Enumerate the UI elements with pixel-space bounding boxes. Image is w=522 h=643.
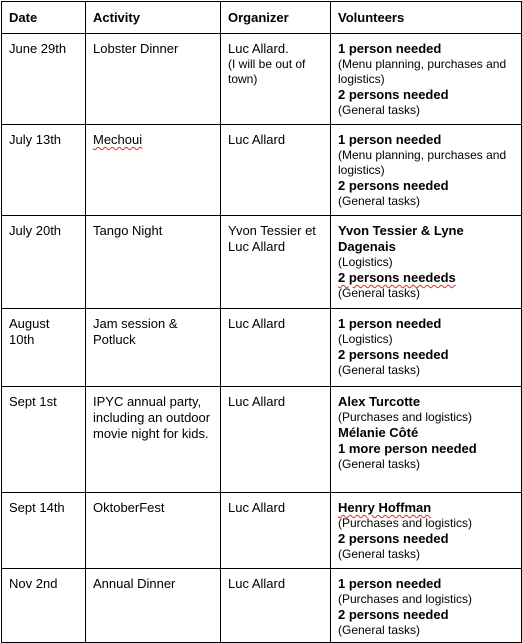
volunteer-need: 1 person needed — [338, 132, 442, 147]
volunteer-task: (Menu planning, purchases and logistics) — [338, 148, 507, 177]
volunteers-cell[interactable] — [331, 309, 522, 387]
volunteer-task: (General tasks) — [338, 363, 421, 377]
table-row — [2, 125, 522, 216]
volunteers-cell[interactable] — [331, 216, 522, 309]
volunteer-need: 2 persons needed — [338, 531, 449, 546]
table-row — [2, 493, 522, 569]
date-cell[interactable]: Sept 14th — [2, 493, 86, 569]
volunteers-cell[interactable] — [331, 569, 522, 643]
volunteer-need: 2 persons needed — [338, 347, 449, 362]
activity-cell[interactable]: IPYC annual party, including an outdoor movie night for kids. — [86, 387, 221, 493]
volunteer-name: Alex Turcotte — [338, 394, 421, 409]
table-header-row — [2, 2, 522, 34]
volunteers-cell[interactable] — [331, 387, 522, 493]
date-cell[interactable]: June 29th — [2, 34, 86, 125]
activity-cell[interactable]: OktoberFest — [86, 493, 221, 569]
volunteer-name: Henry Hoffman — [338, 500, 432, 515]
volunteer-task: (Purchases and logistics) — [338, 410, 473, 424]
volunteer-task: (Menu planning, purchases and logistics) — [338, 57, 507, 86]
volunteer-need: 2 persons needed — [338, 607, 449, 622]
organizer-cell[interactable]: Luc Allard — [221, 387, 331, 493]
volunteer-need: 1 more person needed — [338, 441, 477, 456]
volunteer-need: 2 persons neededs — [338, 270, 456, 285]
volunteer-task: (Purchases and logistics) — [338, 516, 473, 530]
organizer-name: Luc Allard. — [228, 41, 289, 56]
header-volunteers[interactable]: Volunteers — [331, 2, 522, 34]
activity-name: Mechoui — [93, 132, 143, 147]
volunteer-task: (General tasks) — [338, 457, 421, 471]
volunteer-name: Yvon Tessier & Lyne Dagenais — [338, 223, 464, 254]
volunteer-need: 1 person needed — [338, 576, 442, 591]
date-cell[interactable]: Nov 2nd — [2, 569, 86, 643]
volunteer-task: (General tasks) — [338, 103, 421, 117]
date-cell[interactable]: August 10th — [2, 309, 86, 387]
volunteers-cell[interactable] — [331, 125, 522, 216]
organizer-cell[interactable]: Luc Allard — [221, 569, 331, 643]
activity-cell[interactable]: Jam session & Potluck — [86, 309, 221, 387]
organizer-cell[interactable] — [221, 34, 331, 125]
organizer-note: (I will be out of town) — [228, 57, 306, 86]
activity-cell[interactable]: Lobster Dinner — [86, 34, 221, 125]
volunteer-need: 1 person needed — [338, 316, 442, 331]
date-cell[interactable]: July 13th — [2, 125, 86, 216]
volunteers-cell[interactable] — [331, 34, 522, 125]
volunteer-task: (Logistics) — [338, 255, 393, 269]
volunteer-task: (Purchases and logistics) — [338, 592, 473, 606]
volunteer-task: (General tasks) — [338, 194, 421, 208]
organizer-cell[interactable]: Luc Allard — [221, 493, 331, 569]
activity-cell[interactable]: Tango Night — [86, 216, 221, 309]
table-row — [2, 34, 522, 125]
table-row — [2, 569, 522, 643]
activity-cell[interactable]: Annual Dinner — [86, 569, 221, 643]
organizer-cell[interactable]: Luc Allard — [221, 309, 331, 387]
header-organizer[interactable]: Organizer — [221, 2, 331, 34]
volunteer-task: (General tasks) — [338, 547, 421, 561]
table-row — [2, 309, 522, 387]
header-activity[interactable]: Activity — [86, 2, 221, 34]
organizer-cell[interactable]: Luc Allard — [221, 125, 331, 216]
volunteer-task: (General tasks) — [338, 623, 421, 637]
volunteer-need: 2 persons needed — [338, 87, 449, 102]
table-row — [2, 216, 522, 309]
events-table — [1, 1, 522, 643]
volunteer-need: 2 persons needed — [338, 178, 449, 193]
date-cell[interactable]: July 20th — [2, 216, 86, 309]
table-row — [2, 387, 522, 493]
volunteer-need: 1 person needed — [338, 41, 442, 56]
header-date[interactable]: Date — [2, 2, 86, 34]
volunteer-task: (Logistics) — [338, 332, 393, 346]
activity-cell[interactable] — [86, 125, 221, 216]
volunteer-name: Mélanie Côté — [338, 425, 419, 440]
volunteer-task: (General tasks) — [338, 286, 421, 300]
organizer-cell[interactable]: Yvon Tessier et Luc Allard — [221, 216, 331, 309]
date-cell[interactable]: Sept 1st — [2, 387, 86, 493]
volunteers-cell[interactable] — [331, 493, 522, 569]
